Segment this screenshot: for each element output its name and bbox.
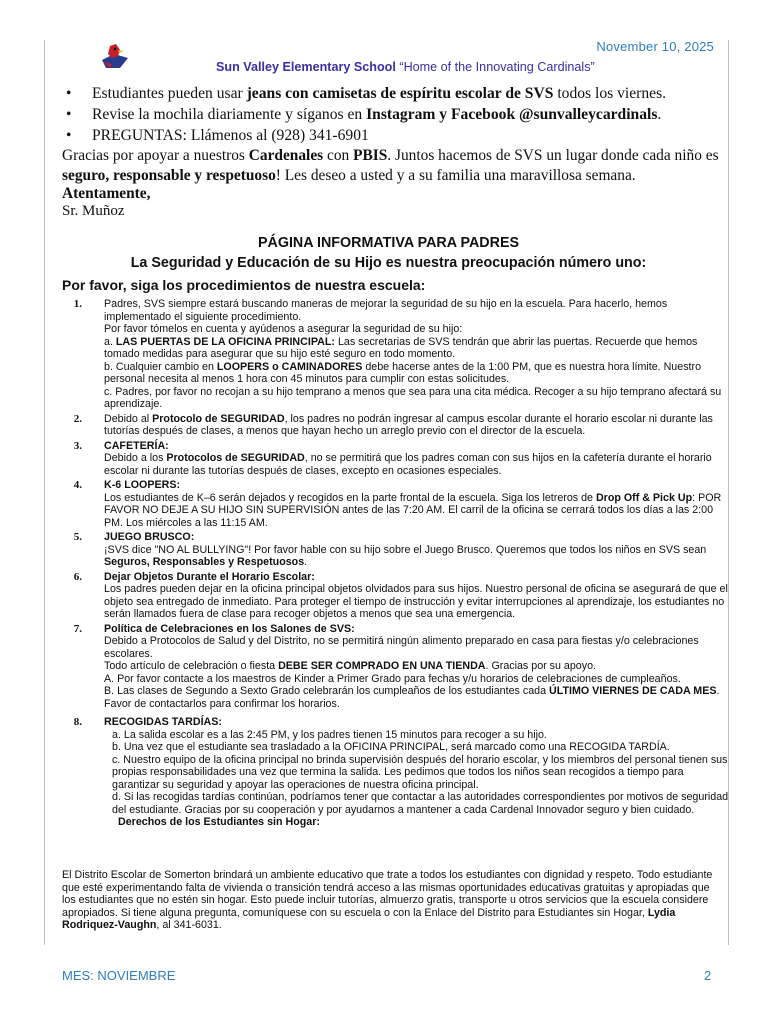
bullet-item [66, 104, 746, 125]
thanks-text: Gracias por apoyar a nuestros [62, 147, 249, 164]
item-subpoint [104, 685, 732, 710]
item-content [104, 623, 732, 711]
procedures-heading: Por favor, siga los procedimientos de nuestra escuela: [62, 277, 426, 293]
closing-salutation: Atentamente, [62, 185, 151, 202]
signature-name: Sr. Muñoz [62, 203, 125, 219]
info-page-subtitle: La Seguridad y Educación de su Hijo es nuestra preocupación número uno: [130, 255, 647, 271]
item-text-part: Todo artículo de celebración o fiesta [104, 660, 279, 672]
item-content [104, 571, 732, 621]
subpoint-text: . Favor de contactarlos para confirmar los horarios. [104, 685, 720, 710]
item-text-bold: Protocolo de SEGURIDAD [152, 412, 285, 425]
list-item [62, 479, 732, 529]
item-number: 6. [73, 570, 82, 583]
item-text [104, 492, 732, 530]
item-subpoint [104, 336, 732, 361]
bullet-text [92, 83, 666, 104]
item-text-part: , no se permitirá que los padres coman con sus hijos en la cafetería durante el horario escolar ni durante las tutorías después de clases, excepto en ocasiones especiales. [104, 452, 712, 477]
district-statement [62, 869, 722, 932]
list-item [62, 531, 732, 569]
bullet-text-bold: Instagram y Facebook @sunvalleycardinals [366, 106, 658, 123]
item-subpoint: d. Si las recogidas tardías continúan, podríamos tener que contactar a las autoridades correspondientes por motivos de seguridad del estudiante. Gracias por su cooperación y por ayudarnos a mantener a cada Cardenal Innovador seguro y bien cuidado. [112, 791, 729, 816]
list-item [62, 571, 732, 621]
item-text-part: Debido al [104, 412, 153, 425]
bullet-text-part: . [657, 106, 662, 123]
item-content [104, 413, 732, 438]
list-item [62, 413, 732, 438]
item-text-part: . Gracias por su apoyo. [485, 660, 597, 672]
item-text-bold: Drop Off & Pick Up [595, 491, 693, 504]
bullet-text-bold: jeans con camisetas de espíritu escolar de SVS [246, 85, 554, 102]
district-text: El Distrito Escolar de Somerton brindará un ambiente educativo que trate a todos los estudiantes con dignidad y respeto. Todo estudiante que esté experimentando falta de vivienda o transición tendrá acceso a las mismas oportunidades educativas gratuitas y apropiadas que los estudiantes que no estén sin hogar. Esto puede incluir tutorías, almuerzo gratis, transporte u otros servicios que la escuela considere apropiados. Si tiene alguna pregunta, comuníquese con su escuela o con la Enlace del Distrito para Estudiantes sin Hogar, [62, 869, 713, 919]
item-text-bold: DEBE SER COMPRADO EN UNA TIENDA [278, 660, 486, 672]
item-content [104, 479, 732, 529]
bullet-text-part: Revise la mochila diariamente y síganos en [92, 106, 367, 123]
page-number: 2 [704, 968, 712, 983]
item-content [104, 531, 732, 569]
item-text-part: : POR FAVOR NO DEJE A SU HIJO SIN SUPERVISIÓN antes de las 7:20 AM. El carril de la oficina se cerrará todos los días a las 2:00 PM. Los miércoles a las 11:15 AM. [104, 491, 722, 529]
item-subpoint: c. Nuestro equipo de la oficina principal no brinda supervisión después del horario escolar, y los miembros del personal tienen sus propias responsabilidades una vez que termina la salida. Les pedimos que todos los niños sean recogidos a tiempo para garantizar su seguridad y apoyar las operaciones de nuestra oficina principal. [112, 753, 728, 791]
list-item [62, 716, 732, 829]
newsletter-date: November 10, 2025 [596, 39, 714, 54]
item-text-part: , los padres no podrán ingresar al campus escolar durante el horario escolar ni durante las tutorías después de clases, a menos que hayan hecho un arreglo previo con el director de la escuela. [104, 412, 713, 437]
bullet-text: PREGUNTAS: Llámenos al (928) 341-6901 [92, 127, 369, 144]
item-number: 8. [73, 716, 82, 728]
list-item [62, 298, 732, 411]
item-text [104, 413, 732, 438]
list-item [62, 623, 732, 711]
item-text: Los padres pueden dejar en la oficina principal objetos olvidados para sus hijos. Nuestro personal de oficina se asegurará de que el objeto sea entregado de inmediato. Para proteger el tiempo de instrucción y evitar interrupciones al aprendizaje, los estudiantes no serán llamados fuera de clase para recoger objetos a menos que sea una emergencia. [104, 583, 728, 620]
bullet-text [92, 104, 661, 125]
item-number: 4. [73, 479, 82, 491]
subpoint-text: debe hacerse antes de la 1:00 PM, que es nuestra hora límite. Nuestro personal necesita al menos 1 hora con 45 minutos para cumplir con estas solicitudes. [104, 360, 702, 385]
info-page-title: PÁGINA INFORMATIVA PARA PADRES [257, 235, 520, 251]
item-subpoint: a. La salida escolar es a las 2:45 PM, y los padres tienen 15 minutos para recoger a su hijo. [112, 728, 547, 741]
item-number: 5. [73, 531, 82, 543]
thanks-text: con [323, 147, 354, 164]
item-heading: Política de Celebraciones en los Salones de SVS: [104, 622, 355, 635]
item-subpoint [104, 361, 732, 386]
item-heading: CAFETERÍA: [104, 439, 169, 452]
item-text: Debido a Protocolos de Salud y del Distrito, no se permitirá ningún alimento preparado en casa para fiestas y/o celebraciones escolares. [104, 635, 699, 660]
thank-you-paragraph [62, 146, 742, 186]
subpoint-label: a. [104, 335, 116, 348]
item-text [104, 660, 732, 673]
homeless-rights-heading: Derechos de los Estudiantes sin Hogar: [118, 816, 320, 828]
bullet-item [66, 125, 746, 146]
item-text [104, 544, 732, 569]
district-contact-phone: , al 341-6031. [156, 919, 222, 931]
cardinal-logo-icon [98, 42, 132, 72]
item-subpoint: c. Padres, por favor no recojan a su hijo temprano a menos que sea para una cita médica. Recoger a su hijo temprano afectará su aprendizaje. [104, 385, 722, 410]
item-text-part: ¡SVS dice "NO AL BULLYING"! Por favor hable con su hijo sobre el Juego Brusco. Queremos que todos los niños en SVS sean [104, 543, 707, 556]
subpoint-bold: ÚLTIMO VIERNES DE CADA MES [549, 685, 717, 697]
bullet-text-part: Estudiantes pueden usar [92, 85, 247, 102]
item-content [104, 716, 732, 829]
item-text-bold: Protocolos de SEGURIDAD [166, 452, 305, 464]
left-margin-rule [44, 40, 45, 945]
item-number: 1. [73, 298, 82, 310]
procedures-list [62, 298, 732, 831]
subpoint-text: Las secretarias de SVS tendrán que abrir las puertas. Recuerde que hemos tomado medidas para asegurar que su hijo esté seguro en todo momento. [104, 335, 698, 360]
item-heading: RECOGIDAS TARDÍAS: [104, 716, 222, 728]
subpoint-text: b. Cualquier cambio en [104, 360, 217, 373]
bullet-dot-icon: • [66, 85, 72, 102]
item-number: 2. [73, 412, 82, 425]
item-text: Por favor tómelos en cuenta y ayúdenos a asegurar la seguridad de su hijo: [104, 323, 463, 335]
item-heading: K-6 LOOPERS: [104, 479, 181, 491]
item-text: Padres, SVS siempre estará buscando maneras de mejorar la seguridad de su hijo en la escuela. Para hacerlo, hemos implementado el siguiente procedimiento. [104, 298, 668, 323]
list-item [62, 440, 732, 478]
thanks-text: ! Les deseo a usted y a su familia una maravillosa semana. [275, 167, 636, 184]
school-name: Sun Valley Elementary School [216, 60, 396, 74]
bullet-text-part: todos los viernes. [553, 85, 667, 102]
item-number: 7. [73, 622, 82, 635]
subpoint-bold: LAS PUERTAS DE LA OFICINA PRINCIPAL: [115, 335, 335, 348]
item-text-bold: Seguros, Responsables y Respetuosos [104, 556, 305, 568]
item-text-part: Los estudiantes de K–6 serán dejados y recogidos en la parte frontal de la escuela. Siga los letreros de [104, 491, 596, 504]
item-subpoint: A. Por favor contacte a los maestros de Kinder a Primer Grado para fechas y/u horarios de celebraciones de cumpleaños. [104, 672, 681, 685]
announcement-bullets [66, 83, 746, 146]
district-contact-name: Lydia Rodriquez-Vaughn [62, 906, 676, 931]
item-text [104, 452, 732, 477]
item-text-part: . [304, 556, 308, 568]
school-header [216, 60, 595, 74]
item-content [104, 298, 732, 411]
thanks-bold: seguro, responsable y respetuoso [62, 167, 276, 184]
subpoint-text: B. Las clases de Segundo a Sexto Grado celebrarán los cumpleaños de los estudiantes cada [104, 685, 549, 697]
item-text-part: Debido a los [104, 452, 167, 464]
footer-month: MES: NOVIEMBRE [62, 968, 176, 983]
thanks-bold: Cardenales [248, 147, 324, 164]
item-heading: JUEGO BRUSCO: [104, 531, 195, 543]
thanks-bold: PBIS [353, 147, 388, 164]
school-tagline: “Home of the Innovating Cardinals” [399, 60, 595, 74]
item-heading: Dejar Objetos Durante el Horario Escolar: [104, 570, 315, 583]
bullet-dot-icon: • [66, 106, 72, 123]
item-content [104, 440, 732, 478]
item-subpoint: b. Una vez que el estudiante sea trasladado a la OFICINA PRINCIPAL, será marcado como una RECOGIDA TARDÍA. [112, 741, 670, 753]
subpoint-bold: LOOPERS o CAMINADORES [216, 360, 363, 373]
bullet-item [66, 83, 746, 104]
thanks-text: . Juntos hacemos de SVS un lugar donde cada niño es [387, 147, 719, 164]
item-number: 3. [73, 439, 82, 452]
bullet-dot-icon: • [66, 127, 72, 144]
